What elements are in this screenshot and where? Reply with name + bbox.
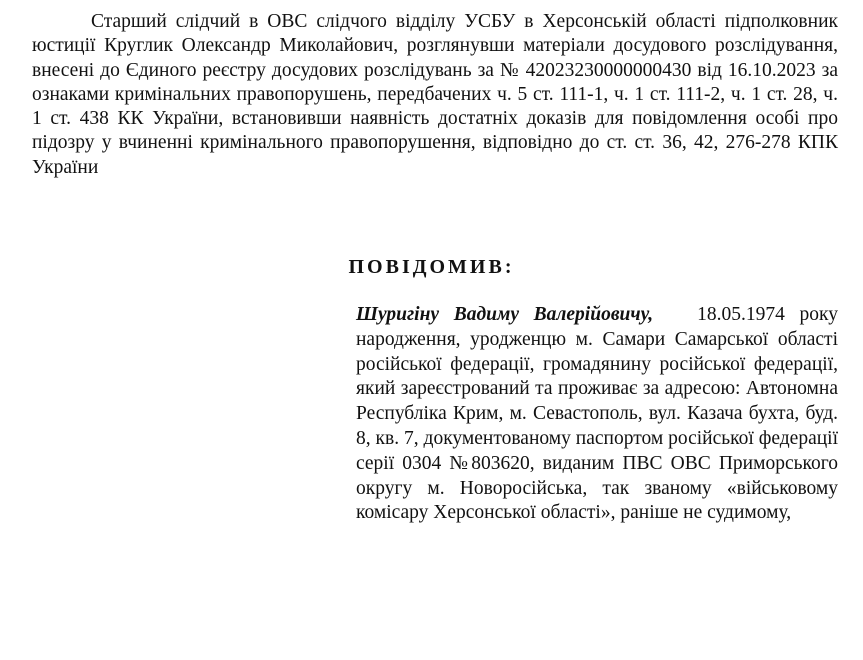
intro-paragraph: Старший слідчий в ОВС слідчого відділу УСБУ в Херсонській області підполковник юстиції Круглик Олександр Миколайович, розглянувши матеріали досудового розслідування, внесені до Єдиного реєстру досудових розслідувань за № 42023230000000430 від 16.10.2023 за ознаками кримінальних правопорушень, передбачених ч. 5 ст. 111-1, ч. 1 ст. 111-2, ч. 1 ст. 28, ч. 1 ст. 438 КК України, встановивши наявність достатніх доказів для повідомлення особі про підозру у вчиненні кримінального правопорушення, відповідно до ст. ст. 36, 42, 276-278 КПК України bbox=[32, 11, 838, 178]
suspect-name: Шуригіну Вадиму Валерійовичу, bbox=[356, 304, 654, 325]
suspect-paragraph bbox=[356, 303, 838, 526]
suspect-details: 18.05.1974 року народження, уродженцю м. Самари Самарської області російської федерації, громадянину російської федерації, який зареєстрований та проживає за адресою: Автономна Республіка Крим, м. Севастополь, вул. Казача бухта, буд. 8, кв. 7, документованому паспортом російської федерації серії 0304 №803620, виданим ПВС ОВС Приморського округу м. Новоросійська, так званому «військовому комісару Херсонської області», раніше не судимому, bbox=[356, 304, 839, 524]
notice-heading: ПОВІДОМИВ: bbox=[348, 256, 515, 278]
